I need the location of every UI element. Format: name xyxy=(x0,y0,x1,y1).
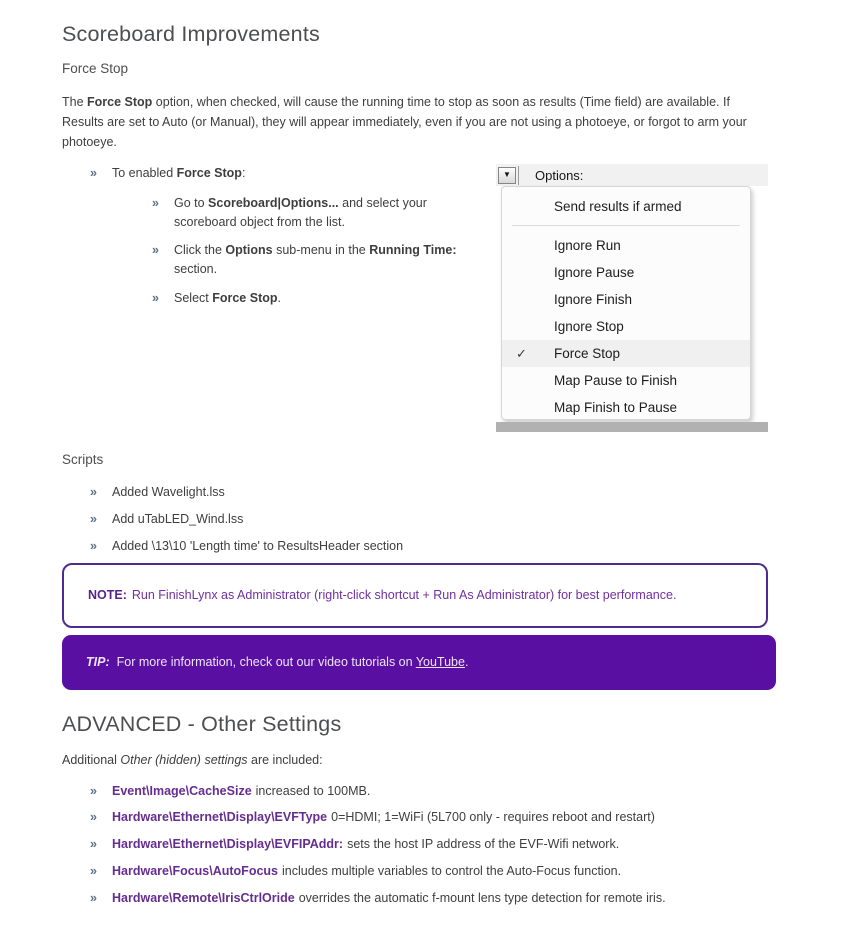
menu-separator xyxy=(512,225,740,226)
bullet-icon: » xyxy=(90,863,96,878)
menu-item-map-finish-to-pause: Map Finish to Pause xyxy=(554,400,678,415)
setting-item xyxy=(112,782,370,801)
script-item: Added Wavelight.lss xyxy=(112,485,225,499)
list-item xyxy=(152,289,482,308)
list-item xyxy=(90,808,768,827)
list-item xyxy=(90,889,768,908)
setting-description: includes multiple variables to control the Auto-Focus function. xyxy=(282,863,622,878)
setting-description: overrides the automatic f-mount lens type detection for remote iris. xyxy=(298,890,666,905)
list-item xyxy=(152,194,482,232)
setting-description: increased to 100MB. xyxy=(255,783,371,798)
dropdown-arrow-icon: ▼ xyxy=(503,170,511,179)
options-label: Options: xyxy=(535,167,584,183)
menu-item-ignore-finish: Ignore Finish xyxy=(554,292,633,307)
step-text: Click the Options sub-menu in the Running Time: section. xyxy=(174,243,457,276)
script-item: Add uTabLED_Wind.lss xyxy=(112,511,244,526)
bullet-icon: » xyxy=(90,538,96,553)
menu-item-force-stop: ✓ Force Stop xyxy=(502,340,750,367)
advanced-settings-list xyxy=(90,782,768,908)
scripts-subtitle: Scripts xyxy=(62,452,104,467)
toolbar-divider xyxy=(518,166,519,185)
list-item xyxy=(90,483,768,502)
options-toolbar xyxy=(496,164,768,186)
tip-callout xyxy=(62,635,776,690)
tip-label: TIP: xyxy=(86,655,110,669)
bullet-icon: » xyxy=(90,511,96,526)
bullet-icon: » xyxy=(152,290,158,305)
bullet-icon: » xyxy=(152,243,158,258)
advanced-intro: Additional Other (hidden) settings are included: xyxy=(62,752,323,767)
tip-text-after: . xyxy=(464,655,469,669)
bullet-icon: » xyxy=(90,890,96,905)
check-icon: ✓ xyxy=(516,346,527,361)
bullet-icon: » xyxy=(90,810,96,825)
options-menu-screenshot xyxy=(496,164,768,432)
step-text: Go to Scoreboard|Options... and select your scoreboard object from the list. xyxy=(174,195,427,229)
step-text: Select Force Stop. xyxy=(174,290,281,305)
bullet-icon: » xyxy=(90,166,96,180)
list-item xyxy=(90,862,768,881)
options-menu-panel xyxy=(501,186,751,420)
registry-key: Hardware\Ethernet\Display\EVFIPAddr: xyxy=(112,837,344,851)
menu-item-ignore-pause: Ignore Pause xyxy=(554,265,635,280)
steps-list xyxy=(62,164,496,326)
youtube-link[interactable]: YouTube xyxy=(415,655,465,669)
bullet-icon: » xyxy=(90,485,96,499)
force-stop-subtitle: Force Stop xyxy=(62,61,129,76)
note-text: Run FinishLynx as Administrator (right-click shortcut + Run As Administrator) for best performance. xyxy=(131,588,677,603)
setting-description: sets the host IP address of the EVF-Wifi network. xyxy=(347,837,620,851)
setting-item xyxy=(112,835,619,854)
note-label: NOTE: xyxy=(88,588,127,603)
scripts-list xyxy=(90,483,768,555)
setting-item xyxy=(112,889,666,908)
bullet-icon: » xyxy=(152,195,158,210)
bullet-icon: » xyxy=(90,783,96,798)
list-item xyxy=(90,782,768,801)
list-item xyxy=(90,537,768,556)
screenshot-bottom-edge xyxy=(496,422,768,432)
menu-item-map-pause-to-finish: Map Pause to Finish xyxy=(554,373,678,388)
tip-text: For more information, check out our video tutorials on xyxy=(116,655,416,669)
dropdown-button xyxy=(498,167,516,184)
registry-key: Hardware\Remote\IrisCtrlOride xyxy=(112,890,295,905)
menu-item-ignore-run: Ignore Run xyxy=(554,238,621,253)
registry-key: Hardware\Ethernet\Display\EVFType xyxy=(112,810,328,825)
steps-lead: To enabled Force Stop: xyxy=(112,166,246,180)
setting-description: 0=HDMI; 1=WiFi (5L700 only - requires reboot and restart) xyxy=(331,810,655,825)
registry-key: Hardware\Focus\AutoFocus xyxy=(112,863,278,878)
force-stop-intro: The Force Stop option, when checked, will cause the running time to stop as soon as results (Time field) are available. If Results are set to Auto (or Manual), they will appear immediately, even if you are not using a photoeye, or forgot to arm your photoeye. xyxy=(62,95,747,149)
menu-item-send-results-if-armed: Send results if armed xyxy=(554,199,682,214)
setting-item xyxy=(112,808,655,827)
note-callout xyxy=(62,563,768,628)
page-title: Scoreboard Improvements xyxy=(62,22,320,46)
force-stop-steps-section xyxy=(62,164,768,432)
list-item xyxy=(90,510,768,529)
list-item xyxy=(152,241,482,279)
setting-item xyxy=(112,862,621,881)
bullet-icon: » xyxy=(90,837,96,851)
registry-key: Event\Image\CacheSize xyxy=(112,783,252,798)
script-item: Added \13\10 'Length time' to ResultsHeader section xyxy=(112,538,404,553)
list-item xyxy=(90,835,768,854)
advanced-title: ADVANCED - Other Settings xyxy=(62,711,342,736)
menu-item-ignore-stop: Ignore Stop xyxy=(554,319,624,334)
